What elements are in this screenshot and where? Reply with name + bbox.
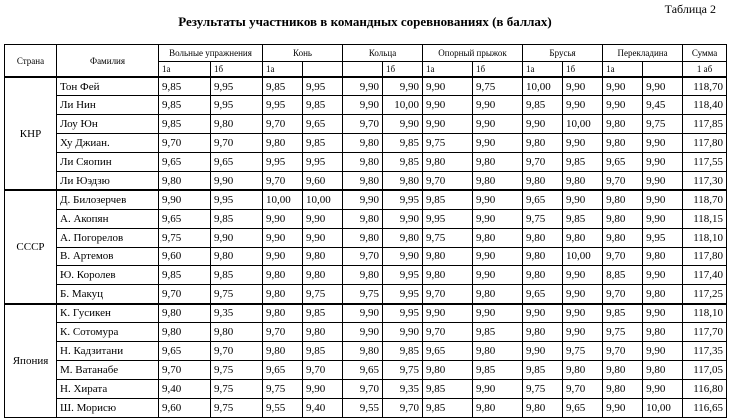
score-cell: 9,80: [603, 379, 643, 398]
score-cell: 9,80: [423, 153, 473, 172]
score-cell: 9,80: [603, 115, 643, 134]
score-cell: 9,40: [303, 398, 343, 417]
score-cell: 9,90: [473, 304, 523, 323]
score-cell: 9,70: [423, 171, 473, 190]
table-row: [5, 323, 727, 342]
score-cell: 9,80: [523, 323, 563, 342]
score-cell: 9,60: [303, 171, 343, 190]
score-cell: 9,80: [603, 134, 643, 153]
score-cell: 9,80: [473, 341, 523, 360]
score-cell: 9,90: [643, 171, 683, 190]
header-row-events: [5, 45, 727, 62]
score-cell: 9,90: [383, 115, 423, 134]
score-cell: 9,65: [159, 209, 211, 228]
score-cell: 9,90: [563, 134, 603, 153]
score-cell: 9,60: [159, 398, 211, 417]
score-cell: 9,80: [303, 247, 343, 266]
score-cell: 10,00: [643, 398, 683, 417]
score-cell: 9,65: [523, 190, 563, 209]
score-cell: 9,75: [523, 209, 563, 228]
total-cell: 116,65: [683, 398, 727, 417]
score-cell: 9,95: [383, 266, 423, 285]
score-cell: 9,75: [643, 115, 683, 134]
score-cell: 9,80: [343, 171, 383, 190]
score-cell: 9,90: [423, 304, 473, 323]
page-title: Результаты участников в командных соревнованиях (в баллах): [178, 14, 552, 29]
score-cell: 9,95: [211, 96, 263, 115]
score-cell: 9,95: [383, 285, 423, 304]
score-cell: 9,90: [643, 379, 683, 398]
score-cell: 9,85: [423, 398, 473, 417]
header-event-highbar: Перекладина: [603, 45, 683, 62]
score-cell: 9,90: [211, 228, 263, 247]
results-table: [4, 44, 727, 418]
header-sub: 1а: [523, 62, 563, 78]
score-cell: 9,90: [343, 190, 383, 209]
score-cell: 9,70: [603, 285, 643, 304]
score-cell: 9,90: [643, 190, 683, 209]
score-cell: 9,70: [159, 134, 211, 153]
score-cell: 9,70: [343, 247, 383, 266]
score-cell: 9,80: [211, 323, 263, 342]
athlete-name-cell: К. Сотомура: [57, 323, 159, 342]
score-cell: 9,65: [603, 153, 643, 172]
score-cell: 9,90: [383, 77, 423, 96]
score-cell: 9,85: [603, 304, 643, 323]
score-cell: 9,80: [263, 285, 303, 304]
total-cell: 117,25: [683, 285, 727, 304]
score-cell: 9,85: [383, 134, 423, 153]
header-sub: 1б: [211, 62, 263, 78]
score-cell: 9,80: [523, 171, 563, 190]
score-cell: 9,80: [343, 134, 383, 153]
score-cell: 9,80: [563, 171, 603, 190]
score-cell: 9,90: [643, 266, 683, 285]
score-cell: 9,40: [159, 379, 211, 398]
score-cell: 10,00: [523, 77, 563, 96]
score-cell: 9,85: [303, 96, 343, 115]
score-cell: 9,80: [473, 398, 523, 417]
header-sub: [343, 62, 383, 78]
score-cell: 9,95: [303, 153, 343, 172]
score-cell: 9,80: [159, 171, 211, 190]
score-cell: 9,85: [423, 190, 473, 209]
score-cell: 9,55: [343, 398, 383, 417]
score-cell: 9,75: [211, 379, 263, 398]
score-cell: 9,65: [423, 341, 473, 360]
athlete-name-cell: Ю. Королев: [57, 266, 159, 285]
header-sub: 1б: [383, 62, 423, 78]
score-cell: 9,90: [603, 398, 643, 417]
header-total: Сумма: [683, 45, 727, 62]
score-cell: 9,85: [211, 266, 263, 285]
score-cell: 9,85: [303, 134, 343, 153]
score-cell: 9,90: [473, 134, 523, 153]
score-cell: 9,85: [159, 266, 211, 285]
score-cell: 9,90: [159, 190, 211, 209]
score-cell: 9,85: [159, 77, 211, 96]
score-cell: 9,75: [523, 379, 563, 398]
score-cell: 9,90: [563, 96, 603, 115]
score-cell: 9,80: [159, 323, 211, 342]
score-cell: 9,90: [423, 96, 473, 115]
score-cell: 9,45: [643, 96, 683, 115]
score-cell: 9,85: [523, 360, 563, 379]
score-cell: 9,95: [383, 190, 423, 209]
score-cell: 9,85: [383, 153, 423, 172]
athlete-name-cell: Ли Юэдзю: [57, 171, 159, 190]
score-cell: 9,90: [643, 209, 683, 228]
score-cell: 10,00: [303, 190, 343, 209]
score-cell: 9,80: [523, 228, 563, 247]
score-cell: 9,75: [211, 398, 263, 417]
score-cell: 9,90: [263, 247, 303, 266]
score-cell: 9,80: [643, 323, 683, 342]
score-cell: 9,95: [211, 77, 263, 96]
score-cell: 9,90: [303, 209, 343, 228]
score-cell: 9,70: [603, 341, 643, 360]
score-cell: 9,85: [563, 153, 603, 172]
score-cell: 9,85: [473, 360, 523, 379]
score-cell: 9,75: [603, 323, 643, 342]
score-cell: 9,90: [263, 209, 303, 228]
table-row: [5, 209, 727, 228]
score-cell: 9,90: [343, 77, 383, 96]
score-cell: 9,70: [263, 323, 303, 342]
score-cell: 9,95: [211, 190, 263, 209]
score-cell: 9,90: [563, 323, 603, 342]
table-row: [5, 77, 727, 96]
score-cell: 9,95: [303, 77, 343, 96]
score-cell: 9,90: [603, 77, 643, 96]
score-cell: 9,80: [263, 134, 303, 153]
score-cell: 9,80: [473, 171, 523, 190]
score-cell: 9,70: [211, 134, 263, 153]
score-cell: 9,90: [473, 190, 523, 209]
score-cell: 9,80: [423, 266, 473, 285]
score-cell: 9,65: [211, 153, 263, 172]
athlete-name-cell: Ш. Морисю: [57, 398, 159, 417]
score-cell: 9,75: [563, 341, 603, 360]
total-cell: 116,80: [683, 379, 727, 398]
score-cell: 9,35: [383, 379, 423, 398]
score-cell: 9,85: [383, 341, 423, 360]
total-cell: 117,30: [683, 171, 727, 190]
country-cell: Япония: [5, 304, 57, 417]
score-cell: 9,70: [159, 360, 211, 379]
score-cell: 9,90: [563, 304, 603, 323]
score-cell: 9,90: [473, 379, 523, 398]
table-row: [5, 247, 727, 266]
score-cell: 10,00: [383, 96, 423, 115]
score-cell: 9,85: [159, 115, 211, 134]
athlete-name-cell: Ли Сяопин: [57, 153, 159, 172]
total-cell: 117,80: [683, 134, 727, 153]
score-cell: 9,70: [343, 379, 383, 398]
score-cell: 9,90: [563, 77, 603, 96]
header-sub: 1а: [423, 62, 473, 78]
score-cell: 9,70: [603, 247, 643, 266]
score-cell: 9,80: [303, 323, 343, 342]
score-cell: 9,90: [303, 228, 343, 247]
score-cell: 9,75: [383, 360, 423, 379]
score-cell: 9,80: [343, 341, 383, 360]
score-cell: 9,80: [523, 398, 563, 417]
score-cell: 9,80: [643, 285, 683, 304]
score-cell: 9,70: [303, 360, 343, 379]
athlete-name-cell: К. Гусикен: [57, 304, 159, 323]
score-cell: 9,95: [423, 209, 473, 228]
score-cell: 9,90: [563, 190, 603, 209]
total-cell: 118,10: [683, 304, 727, 323]
table-row: [5, 285, 727, 304]
score-cell: 9,80: [343, 153, 383, 172]
table-row: [5, 115, 727, 134]
score-cell: 9,80: [603, 228, 643, 247]
table-number-label: Таблица 2: [664, 2, 716, 16]
score-cell: 9,80: [211, 115, 263, 134]
athlete-name-cell: Н. Хирата: [57, 379, 159, 398]
score-cell: 9,80: [603, 190, 643, 209]
score-cell: 9,80: [603, 360, 643, 379]
table-row: [5, 171, 727, 190]
score-cell: 9,90: [383, 323, 423, 342]
header-event-rings: Кольца: [343, 45, 423, 62]
score-cell: 9,95: [263, 96, 303, 115]
score-cell: 9,80: [211, 247, 263, 266]
score-cell: 9,55: [263, 398, 303, 417]
score-cell: 9,90: [643, 134, 683, 153]
score-cell: 9,75: [473, 77, 523, 96]
score-cell: 9,90: [563, 285, 603, 304]
score-cell: 9,90: [383, 247, 423, 266]
header-surname: Фамилия: [57, 45, 159, 78]
score-cell: 9,95: [263, 153, 303, 172]
table-row: [5, 379, 727, 398]
score-cell: 9,80: [473, 153, 523, 172]
total-cell: 118,70: [683, 190, 727, 209]
score-cell: 9,80: [343, 266, 383, 285]
score-cell: 9,80: [523, 247, 563, 266]
score-cell: 8,85: [603, 266, 643, 285]
score-cell: 9,85: [423, 379, 473, 398]
athlete-name-cell: А. Погорелов: [57, 228, 159, 247]
athlete-name-cell: Б. Макуц: [57, 285, 159, 304]
total-cell: 117,85: [683, 115, 727, 134]
score-cell: 9,90: [343, 304, 383, 323]
header-sub: 1а: [603, 62, 643, 78]
score-cell: 9,80: [603, 209, 643, 228]
table-row: [5, 153, 727, 172]
score-cell: 9,70: [263, 171, 303, 190]
score-cell: 9,90: [263, 228, 303, 247]
country-cell: КНР: [5, 77, 57, 190]
header-country: Страна: [5, 45, 57, 78]
header-sub: 1а: [263, 62, 303, 78]
table-row: [5, 228, 727, 247]
table-row: [5, 190, 727, 209]
athlete-name-cell: Д. Билозерчев: [57, 190, 159, 209]
score-cell: 10,00: [263, 190, 303, 209]
header-sub: 1а: [159, 62, 211, 78]
score-cell: 9,95: [643, 228, 683, 247]
athlete-name-cell: Н. Кадзитани: [57, 341, 159, 360]
score-cell: 9,80: [643, 247, 683, 266]
score-cell: 9,70: [383, 398, 423, 417]
total-cell: 117,70: [683, 323, 727, 342]
score-cell: 9,90: [343, 96, 383, 115]
score-cell: 9,75: [303, 285, 343, 304]
score-cell: 9,80: [563, 360, 603, 379]
score-cell: 9,90: [643, 341, 683, 360]
score-cell: 10,00: [563, 115, 603, 134]
header-sub: 1б: [473, 62, 523, 78]
header-event-vault: Опорный прыжок: [423, 45, 523, 62]
score-cell: 9,90: [473, 96, 523, 115]
table-row: [5, 398, 727, 417]
athlete-name-cell: М. Ватанабе: [57, 360, 159, 379]
score-cell: 9,75: [159, 228, 211, 247]
score-cell: 9,85: [263, 77, 303, 96]
table-row: [5, 360, 727, 379]
score-cell: 9,90: [643, 304, 683, 323]
score-cell: 9,85: [473, 323, 523, 342]
score-cell: 9,90: [643, 77, 683, 96]
score-cell: 9,80: [263, 266, 303, 285]
score-cell: 9,60: [159, 247, 211, 266]
total-cell: 117,40: [683, 266, 727, 285]
score-cell: 9,35: [211, 304, 263, 323]
score-cell: 9,70: [263, 115, 303, 134]
score-cell: 9,90: [303, 379, 343, 398]
table-row: [5, 304, 727, 323]
score-cell: 9,65: [159, 153, 211, 172]
athlete-name-cell: А. Акопян: [57, 209, 159, 228]
score-cell: 10,00: [563, 247, 603, 266]
score-cell: 9,65: [159, 341, 211, 360]
score-cell: 9,90: [473, 115, 523, 134]
header-event-floor: Вольные упражнения: [159, 45, 263, 62]
score-cell: 9,80: [383, 171, 423, 190]
total-cell: 118,40: [683, 96, 727, 115]
header-sub: [303, 62, 343, 78]
score-cell: 9,90: [473, 266, 523, 285]
score-cell: 9,80: [343, 209, 383, 228]
score-cell: 9,90: [523, 304, 563, 323]
score-cell: 9,85: [523, 96, 563, 115]
table-row: [5, 341, 727, 360]
score-cell: 9,80: [303, 266, 343, 285]
score-cell: 9,70: [159, 285, 211, 304]
score-cell: 9,90: [211, 171, 263, 190]
score-cell: 9,70: [211, 341, 263, 360]
score-cell: 9,80: [383, 228, 423, 247]
header-total-sub: 1 аб: [683, 62, 727, 78]
score-cell: 9,80: [263, 304, 303, 323]
score-cell: 9,65: [563, 398, 603, 417]
score-cell: 9,80: [159, 304, 211, 323]
score-cell: 9,90: [343, 323, 383, 342]
score-cell: 9,80: [423, 247, 473, 266]
score-cell: 9,90: [423, 77, 473, 96]
total-cell: 118,10: [683, 228, 727, 247]
athlete-name-cell: В. Артемов: [57, 247, 159, 266]
score-cell: 9,65: [303, 115, 343, 134]
total-cell: 117,80: [683, 247, 727, 266]
header-event-pommel: Конь: [263, 45, 343, 62]
score-cell: 9,65: [523, 285, 563, 304]
score-cell: 9,90: [473, 247, 523, 266]
score-cell: 9,80: [343, 228, 383, 247]
score-cell: 9,65: [343, 360, 383, 379]
total-cell: 117,05: [683, 360, 727, 379]
score-cell: 9,70: [523, 153, 563, 172]
score-cell: 9,75: [423, 228, 473, 247]
score-cell: 9,85: [303, 341, 343, 360]
score-cell: 9,90: [643, 153, 683, 172]
score-cell: 9,90: [523, 341, 563, 360]
score-cell: 9,90: [523, 115, 563, 134]
country-cell: СССР: [5, 190, 57, 303]
table-row: [5, 266, 727, 285]
score-cell: 9,80: [563, 228, 603, 247]
score-cell: 9,95: [383, 304, 423, 323]
score-cell: 9,80: [523, 134, 563, 153]
score-cell: 9,85: [159, 96, 211, 115]
score-cell: 9,65: [263, 360, 303, 379]
athlete-name-cell: Ху Джиан.: [57, 134, 159, 153]
score-cell: 9,75: [343, 285, 383, 304]
total-cell: 118,70: [683, 77, 727, 96]
score-cell: 9,70: [343, 115, 383, 134]
score-cell: 9,70: [603, 171, 643, 190]
header-sub: [643, 62, 683, 78]
table-row: [5, 134, 727, 153]
score-cell: 9,80: [473, 228, 523, 247]
score-cell: 9,90: [603, 96, 643, 115]
score-cell: 9,80: [473, 285, 523, 304]
total-cell: 117,55: [683, 153, 727, 172]
score-cell: 9,80: [643, 360, 683, 379]
score-cell: 9,70: [563, 379, 603, 398]
table-row: [5, 96, 727, 115]
score-cell: 9,80: [263, 341, 303, 360]
score-cell: 9,75: [423, 134, 473, 153]
total-cell: 118,15: [683, 209, 727, 228]
score-cell: 9,75: [263, 379, 303, 398]
score-cell: 9,70: [423, 323, 473, 342]
score-cell: 9,90: [423, 115, 473, 134]
score-cell: 9,90: [473, 209, 523, 228]
score-cell: 9,85: [563, 209, 603, 228]
score-cell: 9,80: [523, 266, 563, 285]
score-cell: 9,85: [211, 209, 263, 228]
score-cell: 9,90: [383, 209, 423, 228]
score-cell: 9,75: [211, 360, 263, 379]
score-cell: 9,90: [563, 266, 603, 285]
header-sub: 1б: [563, 62, 603, 78]
score-cell: 9,70: [423, 285, 473, 304]
header-event-bars: Брусья: [523, 45, 603, 62]
score-cell: 9,75: [211, 285, 263, 304]
score-cell: 9,85: [303, 304, 343, 323]
athlete-name-cell: Ли Нин: [57, 96, 159, 115]
total-cell: 117,35: [683, 341, 727, 360]
score-cell: 9,80: [423, 360, 473, 379]
athlete-name-cell: Тон Фей: [57, 77, 159, 96]
athlete-name-cell: Лоу Юн: [57, 115, 159, 134]
